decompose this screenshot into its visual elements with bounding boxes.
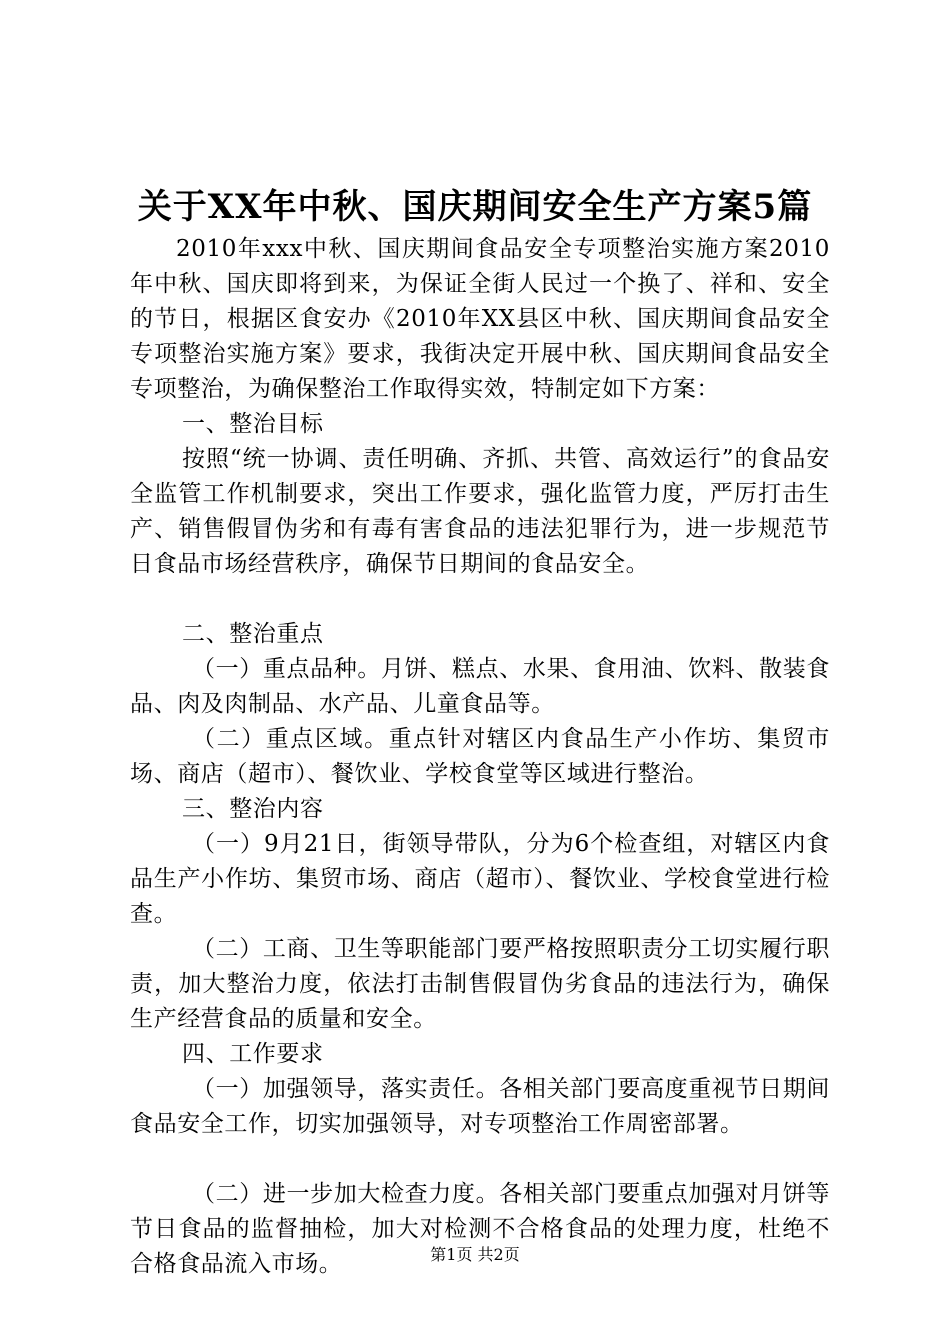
body-paragraph: （二）工商、卫生等职能部门要严格按照职责分工切实履行职责，加大整治力度，依法打击制售假冒伪劣食品的违法行为，确保生产经营食品的质量和安全。 [130, 936, 830, 1032]
body-paragraph: （一）加强领导，落实责任。各相关部门要高度重视节日期间食品安全工作，切实加强领导，对专项整治工作周密部署。 [130, 1076, 830, 1137]
blank-line [130, 582, 830, 617]
section-heading: 三、整治内容 [182, 796, 324, 822]
section-heading: 四、工作要求 [182, 1041, 324, 1067]
body-paragraph: （二）重点区域。重点针对辖区内食品生产小作坊、集贸市场、商店（超市）、餐饮业、学校食堂等区域进行整治。 [130, 726, 830, 787]
blank-line [130, 1142, 830, 1177]
body-paragraph: （一）9月21日，街领导带队，分为6个检查组，对辖区内食品生产小作坊、集贸市场、商店（超市）、餐饮业、学校食堂进行检查。 [130, 831, 830, 927]
body-paragraph: 按照“统一协调、责任明确、齐抓、共管、高效运行”的食品安全监管工作机制要求，突出工作要求，强化监管力度，严厉打击生产、销售假冒伪劣和有毒有害食品的违法犯罪行为，进一步规范节日食品市场经营秩序，确保节日期间的食品安全。 [130, 446, 830, 577]
section-heading: 一、整治目标 [182, 411, 324, 437]
document-body [130, 232, 830, 1282]
page-footer: 第1页 共2页 [430, 1245, 520, 1264]
document-title: 关于XX年中秋、国庆期间安全生产方案5篇 [137, 187, 813, 227]
body-paragraph: （二）进一步加大检查力度。各相关部门要重点加强对月饼等节日食品的监督抽检，加大对检测不合格食品的处理力度，杜绝不合格食品流入市场。 [130, 1181, 830, 1277]
body-paragraph: （一）重点品种。月饼、糕点、水果、食用油、饮料、散装食品、肉及肉制品、水产品、儿童食品等。 [130, 656, 830, 717]
intro-paragraph: 2010年xxx中秋、国庆期间食品安全专项整治实施方案2010年中秋、国庆即将到来，为保证全街人民过一个换了、祥和、安全的节日，根据区食安办《2010年XX县区中秋、国庆期间食品安全专项整治实施方案》要求，我街决定开展中秋、国庆期间食品安全专项整治，为确保整治工作取得实效，特制定如下方案： [130, 236, 830, 402]
section-heading: 二、整治重点 [182, 621, 324, 647]
